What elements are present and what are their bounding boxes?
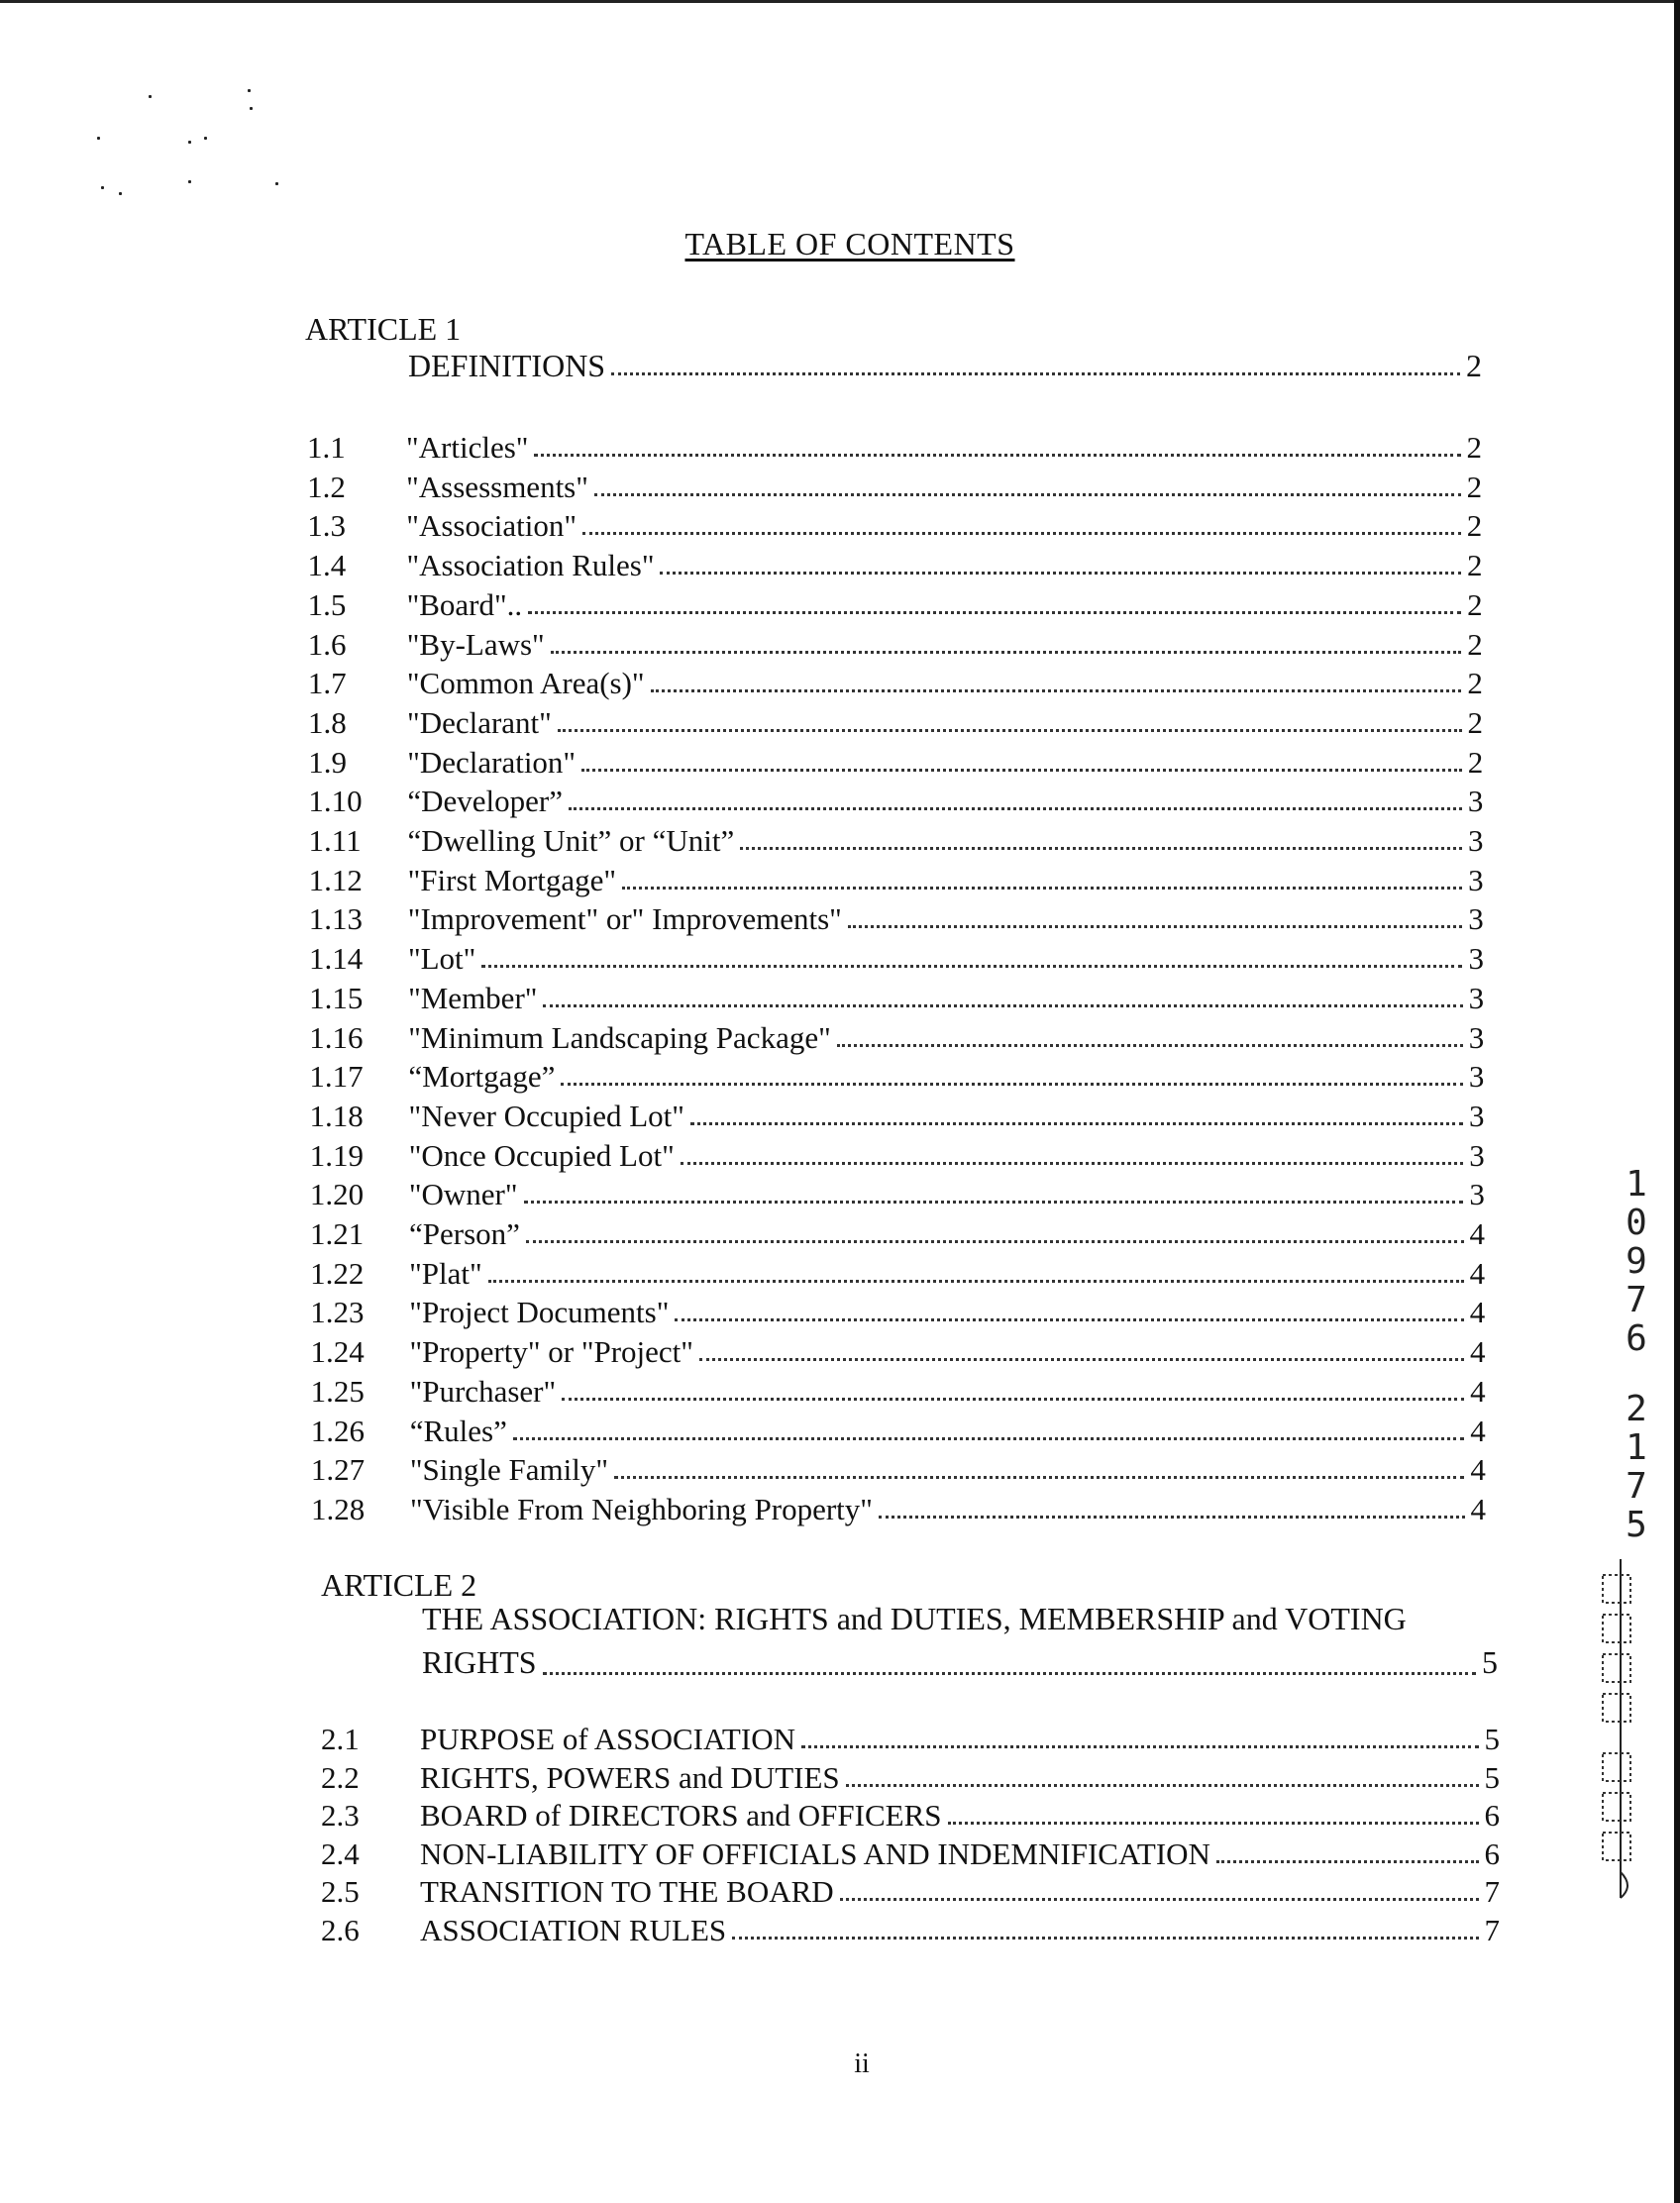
dot-leader [561, 1083, 1462, 1086]
dot-leader [801, 1745, 1479, 1748]
entry-page-number: 7 [1484, 1874, 1500, 1910]
entry-page-number: 2 [1467, 744, 1484, 780]
entry-page-number: 5 [1484, 1722, 1500, 1756]
entry-page-number: 5 [1484, 1759, 1500, 1795]
dot-leader [611, 372, 1460, 375]
entry-label: "Owner" [408, 1177, 518, 1212]
entry-number: 1.28 [311, 1491, 366, 1526]
article-1-heading-text: DEFINITIONS [408, 348, 606, 383]
dot-leader [481, 965, 1462, 968]
entry-label: "Board".. [406, 586, 523, 622]
article1-entry [309, 1018, 1484, 1056]
entry-label: “Person” [409, 1216, 520, 1251]
entry-label: "Property" or "Project" [409, 1334, 693, 1370]
entry-label: "First Mortgage" [407, 862, 617, 897]
article-2-label: ARTICLE 2 [321, 1567, 477, 1603]
article1-entry [307, 546, 1482, 583]
entry-page-number: 3 [1468, 1019, 1485, 1055]
article2-entry [321, 1796, 1500, 1834]
entry-label: ASSOCIATION RULES [420, 1913, 727, 1947]
entry-number: 1.7 [307, 666, 347, 701]
page-title: TABLE OF CONTENTS [684, 226, 1015, 262]
entry-number: 1.6 [307, 626, 347, 662]
stamp-digit: 1 [1626, 1164, 1647, 1205]
dot-leader [569, 807, 1462, 810]
article1-entry [308, 664, 1483, 701]
entry-page-number: 3 [1467, 784, 1484, 819]
entry-page-number: 4 [1470, 1373, 1486, 1409]
entry-label: "Association Rules" [406, 548, 655, 583]
entry-page-number: 3 [1468, 862, 1484, 897]
dot-leader [543, 1004, 1462, 1007]
stamp-digit: 6 [1626, 1318, 1647, 1359]
entry-number: 1.3 [307, 508, 347, 544]
article1-entry [309, 1057, 1484, 1095]
article1-entry [309, 899, 1484, 937]
article2-entry [321, 1872, 1500, 1910]
stamp-digit: 5 [1626, 1505, 1647, 1545]
article1-entry [307, 468, 1482, 505]
dot-leader [690, 1122, 1463, 1125]
dot-leader [534, 454, 1460, 457]
dot-leader [551, 651, 1462, 654]
entry-label: "Single Family" [409, 1452, 609, 1488]
entry-label: "Once Occupied Lot" [408, 1137, 675, 1173]
dot-leader [879, 1516, 1465, 1519]
entry-label: "Declarant" [407, 704, 552, 740]
entry-page-number: 2 [1466, 508, 1483, 544]
entry-number: 2.4 [321, 1836, 360, 1871]
entry-page-number: 2 [1467, 704, 1484, 740]
entry-number: 1.22 [310, 1255, 365, 1291]
entry-page-number: 4 [1470, 1413, 1486, 1448]
article-2-heading [422, 1597, 1498, 1684]
entry-number: 1.17 [309, 1059, 364, 1095]
dot-leader [848, 925, 1462, 928]
entry-page-number: 4 [1470, 1452, 1486, 1488]
entry-page-number: 3 [1468, 823, 1484, 858]
article1-entry [309, 861, 1484, 898]
article1-entry [310, 1293, 1485, 1330]
entry-number: 1.26 [310, 1413, 365, 1448]
entry-number: 1.1 [307, 430, 346, 465]
stamp-digit: 1 [1626, 1427, 1647, 1468]
dot-leader [948, 1822, 1479, 1825]
dot-leader [528, 611, 1461, 614]
entry-number: 1.11 [308, 823, 362, 858]
article1-entry [307, 428, 1482, 466]
article1-entry [310, 1254, 1485, 1292]
entry-page-number: 3 [1469, 1137, 1485, 1173]
side-stamp-smudge [1591, 1555, 1650, 1902]
entry-label: NON-LIABILITY OF OFFICIALS AND INDEMNIFICATION [420, 1836, 1210, 1871]
entry-page-number: 4 [1469, 1295, 1486, 1330]
dot-leader [488, 1280, 1464, 1283]
entry-number: 1.19 [309, 1137, 364, 1173]
article1-entry [308, 782, 1483, 819]
entry-page-number: 2 [1466, 469, 1483, 504]
dot-leader [513, 1437, 1464, 1440]
entry-label: “Rules” [409, 1413, 507, 1448]
entry-page-number: 4 [1469, 1255, 1486, 1291]
entry-number: 1.14 [308, 941, 364, 977]
dot-leader [681, 1162, 1463, 1165]
entry-number: 2.3 [321, 1798, 360, 1834]
dot-leader [660, 572, 1460, 575]
entry-page-number: 2 [1467, 626, 1483, 662]
entry-page-number: 4 [1469, 1334, 1486, 1370]
entry-label: "Project Documents" [409, 1295, 670, 1330]
entry-label: "Lot" [407, 941, 476, 977]
article1-entry [311, 1412, 1486, 1449]
entry-page-number: 6 [1484, 1798, 1500, 1834]
article1-entry [311, 1372, 1486, 1410]
scan-border-right [1674, 0, 1680, 2203]
entry-label: "Member" [408, 980, 538, 1015]
article1-entry [310, 1136, 1485, 1174]
entry-number: 2.1 [321, 1722, 360, 1756]
article-1-heading-page: 2 [1466, 348, 1482, 383]
entry-label: PURPOSE of ASSOCIATION [420, 1722, 795, 1756]
stamp-digit: 7 [1626, 1466, 1647, 1507]
article1-entry [308, 743, 1483, 781]
dot-leader [582, 532, 1461, 535]
entry-label: "Association" [406, 508, 577, 544]
dot-leader [846, 1784, 1479, 1787]
entry-label: "Never Occupied Lot" [408, 1098, 684, 1133]
dot-leader [622, 887, 1462, 890]
article-2-heading-page: 5 [1482, 1644, 1498, 1680]
entry-number: 1.21 [310, 1216, 365, 1251]
article1-entry [310, 1097, 1485, 1134]
article1-entry [310, 1214, 1485, 1252]
entry-page-number: 3 [1469, 1177, 1485, 1212]
article1-entry [310, 1332, 1485, 1370]
dot-leader [699, 1358, 1464, 1361]
entry-label: BOARD of DIRECTORS and OFFICERS [420, 1798, 942, 1834]
article-2-heading-line2-row [422, 1640, 1498, 1684]
article1-entry [308, 703, 1483, 741]
entry-number: 1.13 [308, 901, 364, 937]
entry-number: 1.20 [309, 1177, 365, 1212]
dot-leader [543, 1672, 1476, 1675]
entry-number: 1.10 [308, 784, 363, 819]
entry-page-number: 4 [1469, 1216, 1485, 1251]
article1-entry [308, 585, 1483, 623]
dot-leader [524, 1201, 1464, 1204]
stamp-digit: 9 [1626, 1241, 1647, 1282]
article1-entry [309, 821, 1484, 859]
entry-label: TRANSITION TO THE BOARD [420, 1874, 834, 1910]
dot-leader [675, 1318, 1463, 1321]
entry-number: 1.8 [308, 704, 347, 740]
dot-leader [740, 847, 1462, 850]
entry-number: 2.2 [321, 1759, 360, 1795]
dot-leader [1216, 1860, 1479, 1863]
side-stamp-number [1617, 1165, 1656, 1544]
dot-leader [562, 1398, 1464, 1401]
entry-page-number: 2 [1466, 430, 1482, 465]
entry-number: 1.4 [307, 548, 347, 583]
entry-page-number: 4 [1470, 1491, 1487, 1526]
entry-label: RIGHTS, POWERS and DUTIES [420, 1759, 840, 1795]
entry-number: 1.25 [310, 1373, 365, 1409]
article1-entry [308, 625, 1483, 663]
entry-page-number: 3 [1468, 980, 1485, 1015]
dot-leader [526, 1240, 1464, 1243]
entry-number: 1.5 [307, 586, 347, 622]
entry-number: 1.27 [310, 1452, 366, 1488]
article1-entry [309, 979, 1484, 1016]
entry-label: "Visible From Neighboring Property" [410, 1491, 873, 1526]
entry-label: "Assessments" [406, 469, 588, 504]
entry-page-number: 2 [1467, 586, 1483, 622]
entry-page-number: 6 [1484, 1836, 1500, 1871]
article1-entry [311, 1490, 1486, 1527]
dot-leader [594, 493, 1461, 496]
entry-number: 1.24 [310, 1334, 365, 1370]
dot-leader [558, 729, 1462, 732]
entry-number: 1.9 [308, 744, 347, 780]
entry-number: 1.12 [308, 862, 363, 897]
dot-leader [651, 689, 1462, 692]
article1-entry [307, 506, 1482, 544]
entry-number: 1.15 [309, 980, 364, 1015]
article-2-heading-line1: THE ASSOCIATION: RIGHTS and DUTIES, MEMBERSHIP and VOTING [422, 1601, 1407, 1636]
entry-page-number: 2 [1466, 548, 1483, 583]
entry-number: 1.23 [310, 1295, 365, 1330]
entry-page-number: 3 [1468, 1059, 1485, 1095]
entry-label: “Mortgage” [408, 1059, 556, 1095]
entry-page-number: 3 [1469, 1098, 1485, 1133]
article1-entry [311, 1450, 1486, 1488]
entry-page-number: 3 [1468, 941, 1484, 977]
article2-entry [321, 1758, 1500, 1796]
scan-specks [89, 89, 307, 198]
dot-leader [732, 1937, 1478, 1940]
article-1-label: ARTICLE 1 [305, 311, 462, 347]
entry-page-number: 7 [1484, 1913, 1500, 1947]
dot-leader [614, 1476, 1464, 1479]
entry-label: "Minimum Landscaping Package" [408, 1019, 831, 1055]
entry-number: 1.16 [309, 1019, 364, 1055]
entry-label: “Dwelling Unit” or “Unit” [407, 823, 735, 858]
entry-label: "Articles" [406, 430, 529, 465]
entry-number: 2.5 [321, 1874, 360, 1910]
entry-label: "Improvement" or" Improvements" [407, 901, 842, 937]
article2-entry [321, 1720, 1500, 1757]
stamp-digit: 7 [1626, 1280, 1647, 1320]
entry-label: "Purchaser" [409, 1373, 557, 1409]
entry-label: "Declaration" [407, 744, 577, 780]
article1-entry [309, 939, 1484, 977]
dot-leader [837, 1044, 1463, 1047]
article1-entry [310, 1175, 1485, 1212]
article2-entry [321, 1911, 1500, 1948]
stamp-digit: 2 [1626, 1389, 1647, 1429]
dot-leader [840, 1898, 1479, 1901]
entry-label: "Common Area(s)" [406, 666, 645, 701]
dot-leader [581, 769, 1462, 772]
entry-page-number: 2 [1467, 666, 1483, 701]
scan-border-top [0, 0, 1680, 3]
entry-label: "By-Laws" [406, 626, 545, 662]
entry-page-number: 3 [1468, 901, 1484, 937]
entry-label: "Plat" [409, 1255, 482, 1291]
entry-label: “Developer” [407, 784, 563, 819]
entry-number: 1.18 [309, 1098, 364, 1133]
entry-number: 1.2 [307, 469, 346, 504]
footer-page-number: ii [854, 2048, 870, 2079]
article-1-heading [408, 345, 1482, 384]
entry-number: 2.6 [321, 1913, 360, 1947]
stamp-digit: 0 [1626, 1203, 1647, 1243]
article2-entry [321, 1835, 1500, 1872]
article-2-heading-line2: RIGHTS [422, 1644, 537, 1680]
